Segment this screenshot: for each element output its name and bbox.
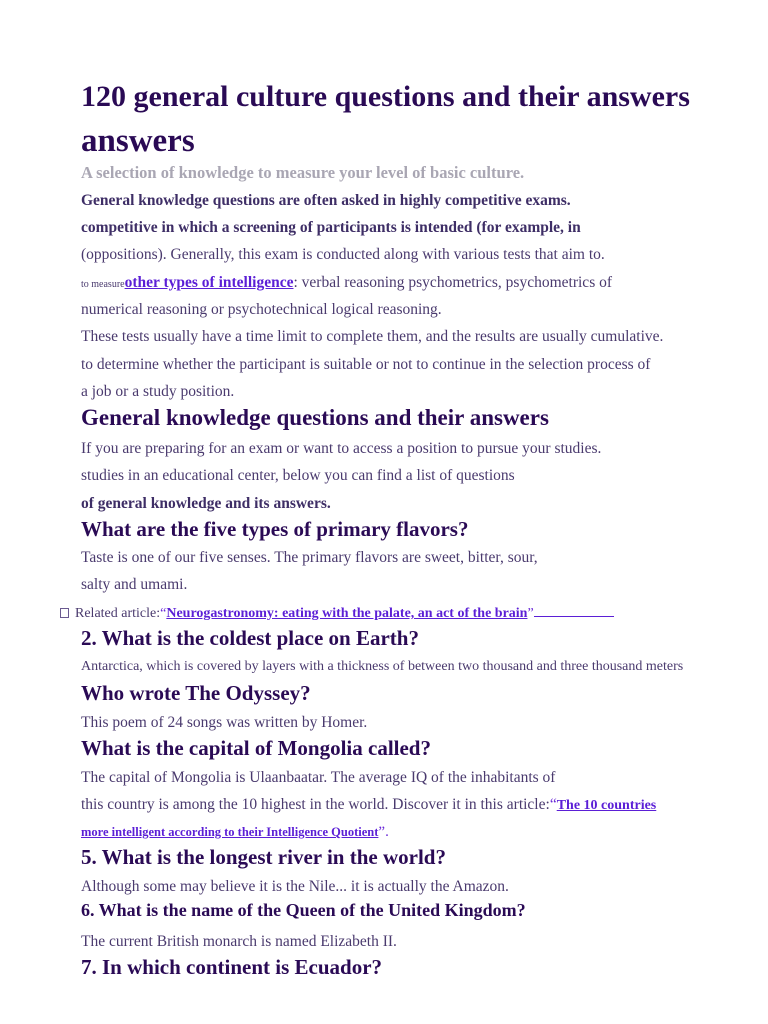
question-6: 6. What is the name of the Queen of the United Kingdom? bbox=[81, 900, 526, 920]
answer-4-text: this country is among the 10 highest in the world. Discover it in this article: bbox=[81, 796, 550, 813]
section-line-3: of general knowledge and its answers. bbox=[81, 495, 331, 512]
answer-4-line-2 bbox=[81, 795, 656, 816]
intro-bold-line-1: General knowledge questions are often asked in highly competitive exams. bbox=[81, 192, 571, 209]
intro-line-4-rest: : verbal reasoning psychometrics, psychometrics of bbox=[293, 274, 613, 291]
related-prefix: Related article: bbox=[75, 606, 161, 621]
section-heading: General knowledge questions and their answers bbox=[81, 405, 549, 430]
answer-5: Although some may believe it is the Nile... it is actually the Amazon. bbox=[81, 878, 509, 895]
answer-2: Antarctica, which is covered by layers with a thickness of between two thousand and three thousand meters bbox=[81, 659, 684, 674]
answer-4-line-3 bbox=[81, 823, 389, 841]
countries-iq-link-part-1[interactable]: The 10 countries bbox=[556, 798, 657, 813]
intro-line-4 bbox=[81, 273, 612, 295]
q4-open-quote: “ bbox=[549, 796, 557, 813]
question-7: 7. In which continent is Ecuador? bbox=[81, 955, 383, 979]
underline-decoration bbox=[534, 604, 614, 617]
answer-1-line-1: Taste is one of our five senses. The primary flavors are sweet, bitter, sour, bbox=[81, 549, 538, 566]
intro-line-6: These tests usually have a time limit to complete them, and the results are usually cumulative. bbox=[81, 328, 664, 345]
intro-line-8: a job or a study position. bbox=[81, 383, 235, 400]
checkbox-icon bbox=[60, 608, 69, 618]
question-3: Who wrote The Odyssey? bbox=[81, 681, 311, 705]
subtitle: A selection of knowledge to measure your level of basic culture. bbox=[81, 163, 525, 182]
intro-line-3: (oppositions). Generally, this exam is conducted along with various tests that aim to. bbox=[81, 246, 605, 263]
answer-3: This poem of 24 songs was written by Homer. bbox=[81, 714, 368, 731]
intro-small-text: to measure bbox=[81, 279, 125, 290]
page-title-line-2: answers bbox=[81, 123, 195, 159]
related-article bbox=[60, 604, 614, 623]
intelligence-types-link[interactable]: other types of intelligence bbox=[124, 274, 294, 291]
answer-6: The current British monarch is named Elizabeth II. bbox=[81, 933, 397, 950]
answer-4-line-1: The capital of Mongolia is Ulaanbaatar. The average IQ of the inhabitants of bbox=[81, 769, 556, 786]
intro-line-7: to determine whether the participant is suitable or not to continue in the selection process of bbox=[81, 356, 651, 373]
q4-close-quote: ”. bbox=[378, 824, 389, 840]
section-line-1: If you are preparing for an exam or want to access a position to pursue your studies. bbox=[81, 440, 602, 457]
question-5: 5. What is the longest river in the world? bbox=[81, 845, 446, 869]
intro-line-5: numerical reasoning or psychotechnical logical reasoning. bbox=[81, 301, 442, 318]
neurogastronomy-link[interactable]: Neurogastronomy: eating with the palate, an act of the brain bbox=[166, 606, 528, 621]
intro-bold-line-2: competitive in which a screening of participants is intended (for example, in bbox=[81, 219, 581, 236]
answer-1-line-2: salty and umami. bbox=[81, 576, 188, 593]
section-line-2: studies in an educational center, below you can find a list of questions bbox=[81, 467, 515, 484]
related-close-quote: ” bbox=[527, 606, 534, 621]
page-title-line-1: 120 general culture questions and their answers bbox=[81, 80, 690, 113]
countries-iq-link-part-2[interactable]: more intelligent according to their Intelligence Quotient bbox=[81, 825, 379, 839]
question-4: What is the capital of Mongolia called? bbox=[81, 736, 431, 760]
related-open-quote: “ bbox=[160, 606, 167, 621]
question-1: What are the five types of primary flavors? bbox=[81, 517, 469, 541]
question-2: 2. What is the coldest place on Earth? bbox=[81, 626, 419, 650]
